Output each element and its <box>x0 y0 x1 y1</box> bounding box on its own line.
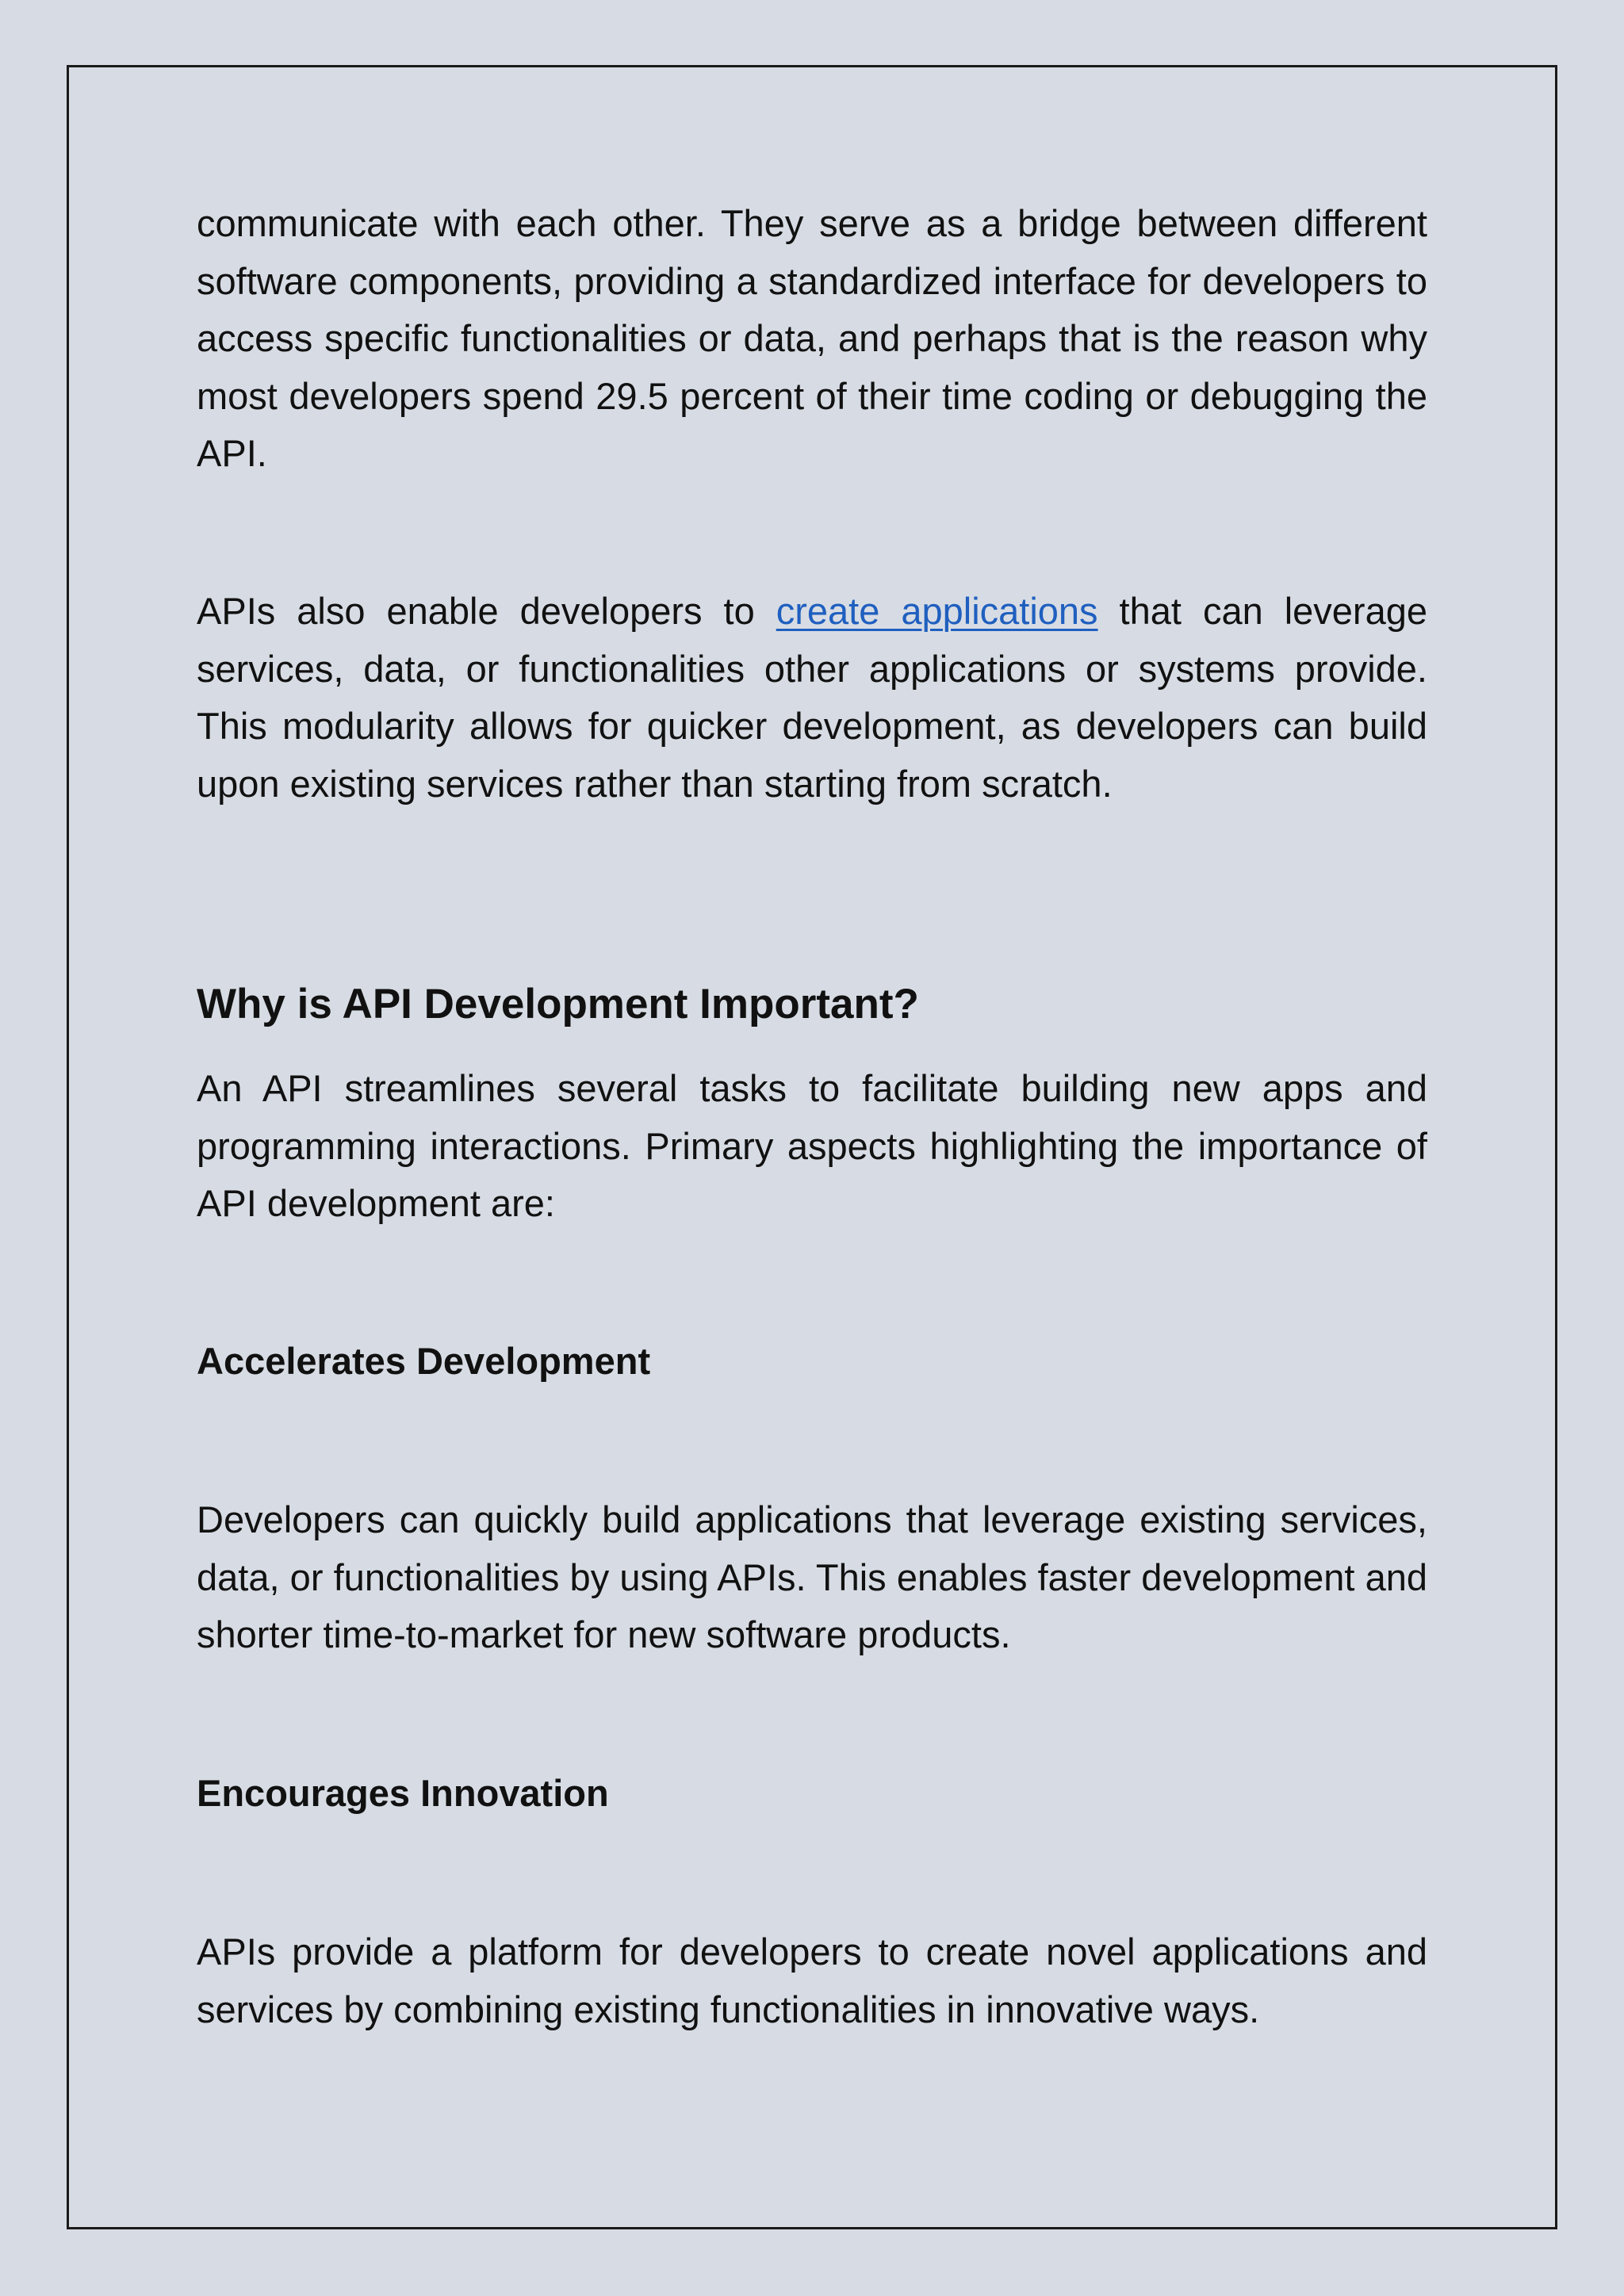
intro-paragraph: communicate with each other. They serve as a bridge between different software components, providing a standardized interface for developers to access specific functionalities or data, and perhaps that is the reason why most developers spend 29.5 percent of their time coding or debugging the API. <box>197 202 1427 474</box>
section-title: Why is API Development Important? <box>197 981 919 1027</box>
innovation-paragraph: APIs provide a platform for developers to create novel applications and services by combining existing functionalities in innovative ways. <box>197 1931 1427 2030</box>
apis-enable-text-start: APIs also enable developers to <box>197 590 776 632</box>
apis-enable-text-end: that can leverage services, data, or functionalities other applications or systems provide. This modularity allows for quicker development, as developers can build upon existing services rather than starting from scratch. <box>197 590 1428 805</box>
create-applications-link[interactable]: create applications <box>776 590 1098 632</box>
subheading-accelerates-development: Accelerates Development <box>197 1340 651 1382</box>
subheading-encourages-innovation: Encourages Innovation <box>197 1772 609 1814</box>
accelerates-paragraph: Developers can quickly build applications that leverage existing services, data, or functionalities by using APIs. This enables faster development and shorter time-to-market for new software products. <box>197 1498 1427 1655</box>
apis-enable-paragraph <box>197 583 1427 813</box>
importance-paragraph: An API streamlines several tasks to facilitate building new apps and programming interactions. Primary aspects highlighting the importance of API development are: <box>197 1067 1427 1224</box>
